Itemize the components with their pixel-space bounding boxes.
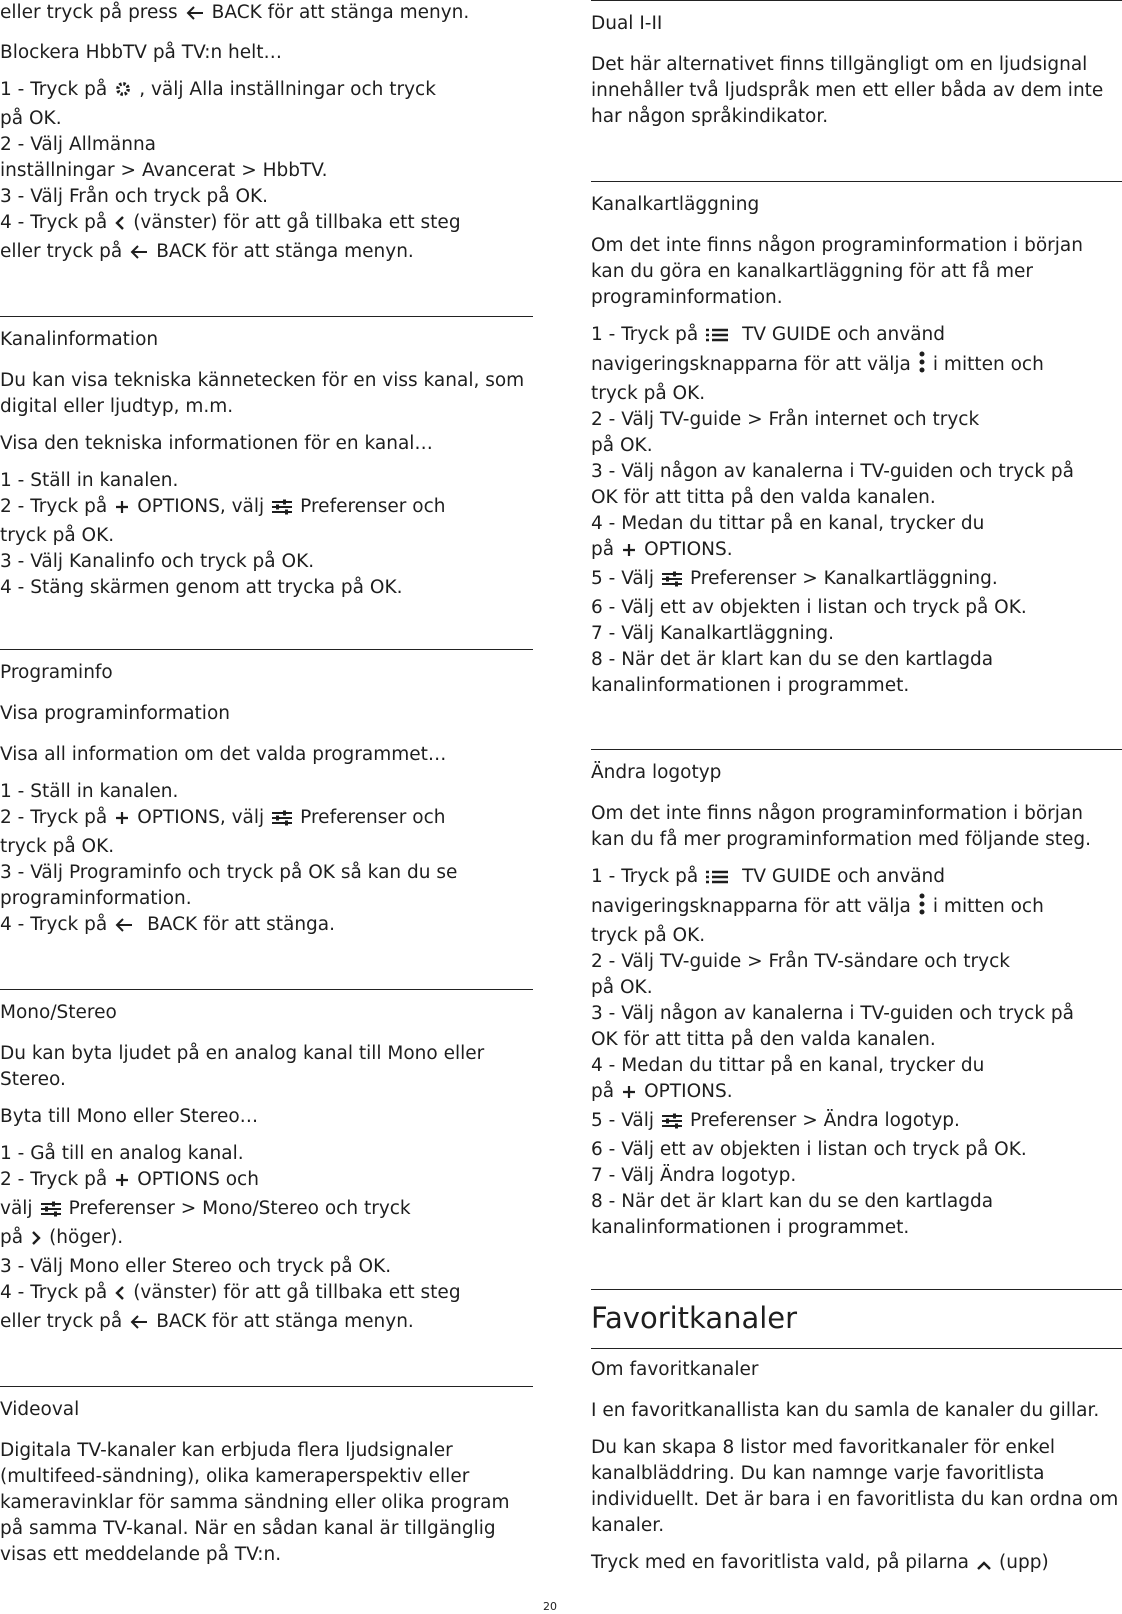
kartl-step-1: 1 - Tryck på TV GUIDE och använd navigeringsknapparna för att välja i mitten och tryck på OK.: [591, 324, 1044, 404]
mono-description: Du kan byta ljudet på en analog kanal till Mono eller Stereo.: [0, 1043, 485, 1090]
logo-step-3: 3 - Välj någon av kanalerna i TV-guiden och tryck på OK för att titta på den valda kanalen.: [591, 1003, 1075, 1050]
hbbtv-intro: Blockera HbbTV på TV:n helt…: [0, 42, 283, 63]
hbbtv-step-3: 3 - Välj Från och tryck på OK.: [0, 186, 269, 207]
sliders-icon: [661, 569, 683, 595]
chevron-left-icon: [114, 213, 126, 239]
mono-intro: Byta till Mono eller Stereo…: [0, 1106, 259, 1127]
kartl-step-7: 7 - Välj Kanalkartläggning.: [591, 623, 835, 644]
section-divider: [591, 0, 1122, 1]
chevron-left-icon: [114, 1283, 126, 1309]
logo-description: Om det inte finns någon programinformation i början kan du få mer programinformation med följande steg.: [591, 803, 1092, 850]
back-arrow-icon: [129, 242, 149, 268]
logo-step-7: 7 - Välj Ändra logotyp.: [591, 1165, 797, 1186]
page-number: 20: [543, 1600, 557, 1613]
plus-icon: [621, 1082, 637, 1108]
kartl-step-2: 2 - Välj TV-guide > Från internet och tryck på OK.: [591, 409, 980, 456]
kartl-step-5: 5 - Välj Preferenser > Kanalkartläggning.: [591, 566, 1122, 595]
fav-p2: Du kan skapa 8 listor med favoritkanaler för enkel kanalbläddring. Du kan namnge varje favoritlista individuellt. Det är bara i en favoritlista du kan ordna om kanaler.: [591, 1437, 1119, 1536]
kanalinfo-step-4: 4 - Stäng skärmen genom att trycka på OK.: [0, 577, 403, 598]
logo-step-5: 5 - Välj Preferenser > Ändra logotyp.: [591, 1108, 1122, 1137]
hbbtv-back-line: eller tryck på press BACK för att stänga menyn.: [0, 0, 533, 29]
plus-icon: [114, 808, 130, 834]
sliders-icon: [271, 808, 293, 834]
kartl-step-3: 3 - Välj någon av kanalerna i TV-guiden och tryck på OK för att titta på den valda kanalen.: [591, 461, 1075, 508]
right-column: [591, 0, 1122, 1590]
plus-icon: [621, 540, 637, 566]
programinfo-step-2: 2 - Tryck på OPTIONS, välj Preferenser och tryck på OK.: [0, 807, 446, 857]
hbbtv-step-4: 4 - Tryck på (vänster) för att gå tillbaka ett steg eller tryck på BACK för att stänga menyn.: [0, 210, 533, 268]
section-title-mono-stereo: Mono/Stereo: [0, 1002, 117, 1023]
section-divider: [591, 1289, 1122, 1290]
programinfo-intro: Visa all information om det valda programmet…: [0, 744, 447, 765]
back-arrow-icon: [129, 1312, 149, 1338]
section-divider: [591, 181, 1122, 182]
tv-guide-icon: [705, 867, 729, 893]
back-arrow-icon: [185, 3, 205, 29]
gear-icon: [114, 80, 132, 106]
kanalinfo-intro: Visa den tekniska informationen för en kanal…: [0, 433, 433, 454]
dual-description: Det här alternativet finns tillgängligt om en ljudsignal innehåller två ljudspråk men ett eller båda av dem inte har någon språkindikator.: [591, 54, 1104, 127]
more-vertical-icon: [918, 351, 926, 381]
kanalinfo-description: Du kan visa tekniska kännetecken för en viss kanal, som digital eller ljudtyp, m.m.: [0, 370, 525, 417]
section-divider: [0, 649, 533, 650]
logo-step-4: 4 - Medan du tittar på en kanal, trycker du på OPTIONS.: [591, 1053, 1122, 1108]
videoval-description: Digitala TV-kanaler kan erbjuda flera ljudsignaler (multifeed-sändning), olika kameraperspektiv eller kameravinklar för samma sändning eller olika program på samma TV-kanal. När en sådan kanal är tillgänglig visas ett meddelande på TV:n.: [0, 1440, 510, 1565]
plus-icon: [114, 1170, 130, 1196]
logo-step-2: 2 - Välj TV-guide > Från TV-sändare och tryck på OK.: [591, 951, 1010, 998]
sliders-icon: [271, 497, 293, 523]
kanalinfo-step-3: 3 - Välj Kanalinfo och tryck på OK.: [0, 551, 315, 572]
mono-step-2: 2 - Tryck på OPTIONS och välj Preferenser > Mono/Stereo och tryck på (höger).: [0, 1167, 533, 1254]
section-title-kanalkartlaggning: Kanalkartläggning: [591, 194, 760, 215]
chevron-up-icon: [976, 1553, 992, 1579]
section-divider: [0, 316, 533, 317]
kartl-step-6: 6 - Välj ett av objekten i listan och tryck på OK.: [591, 597, 1027, 618]
hbbtv-step-1: 1 - Tryck på , välj Alla inställningar och tryck på OK.: [0, 79, 436, 129]
kanalinfo-step-2: 2 - Tryck på OPTIONS, välj Preferenser och tryck på OK.: [0, 496, 446, 546]
fav-p3: Tryck med en favoritlista vald, på pilarna (upp): [591, 1550, 1122, 1579]
kanalinfo-step-1: 1 - Ställ in kanalen.: [0, 470, 179, 491]
mono-step-1: 1 - Gå till en analog kanal.: [0, 1143, 244, 1164]
chevron-right-icon: [30, 1228, 42, 1254]
tv-guide-icon: [705, 325, 729, 351]
logo-step-8: 8 - När det är klart kan du se den kartlagda kanalinformationen i programmet.: [591, 1191, 994, 1238]
kartl-step-4: 4 - Medan du tittar på en kanal, trycker du på OPTIONS.: [591, 511, 1122, 566]
sliders-icon: [661, 1111, 683, 1137]
section-divider: [0, 1386, 533, 1387]
chapter-title-favoritkanaler: Favoritkanaler: [591, 1301, 798, 1335]
logo-step-6: 6 - Välj ett av objekten i listan och tryck på OK.: [591, 1139, 1027, 1160]
section-title-andra-logotyp: Ändra logotyp: [591, 762, 722, 783]
sliders-icon: [40, 1199, 62, 1225]
back-arrow-icon: [114, 915, 134, 941]
programinfo-step-4: 4 - Tryck på BACK för att stänga.: [0, 912, 533, 941]
hbbtv-step-2: 2 - Välj Allmänna inställningar > Avancerat > HbbTV.: [0, 134, 328, 181]
section-title-programinfo: Programinfo: [0, 662, 113, 683]
programinfo-step-3: 3 - Välj Programinfo och tryck på OK så kan du se programinformation.: [0, 862, 458, 909]
plus-icon: [114, 497, 130, 523]
section-title-dual: Dual I-II: [591, 13, 663, 34]
section-title-kanalinformation: Kanalinformation: [0, 329, 159, 350]
programinfo-step-1: 1 - Ställ in kanalen.: [0, 781, 179, 802]
fav-p1: I en favoritkanallista kan du samla de kanaler du gillar.: [591, 1400, 1100, 1421]
mono-step-3: 3 - Välj Mono eller Stereo och tryck på OK.: [0, 1256, 392, 1277]
kartl-description: Om det inte finns någon programinformation i början kan du göra en kanalkartläggning för att få mer programinformation.: [591, 235, 1083, 308]
more-vertical-icon: [918, 893, 926, 923]
logo-step-1: 1 - Tryck på TV GUIDE och använd navigeringsknapparna för att välja i mitten och tryck på OK.: [591, 866, 1044, 946]
section-divider: [591, 1348, 1122, 1349]
left-column: [0, 0, 533, 1579]
subsection-title-visa-programinformation: Visa programinformation: [0, 703, 230, 724]
mono-step-4: 4 - Tryck på (vänster) för att gå tillbaka ett steg eller tryck på BACK för att stänga menyn.: [0, 1280, 533, 1338]
kartl-step-8: 8 - När det är klart kan du se den kartlagda kanalinformationen i programmet.: [591, 649, 994, 696]
section-divider: [0, 989, 533, 990]
subsection-title-om-favoritkanaler: Om favoritkanaler: [591, 1359, 759, 1380]
section-divider: [591, 749, 1122, 750]
section-title-videoval: Videoval: [0, 1399, 80, 1420]
